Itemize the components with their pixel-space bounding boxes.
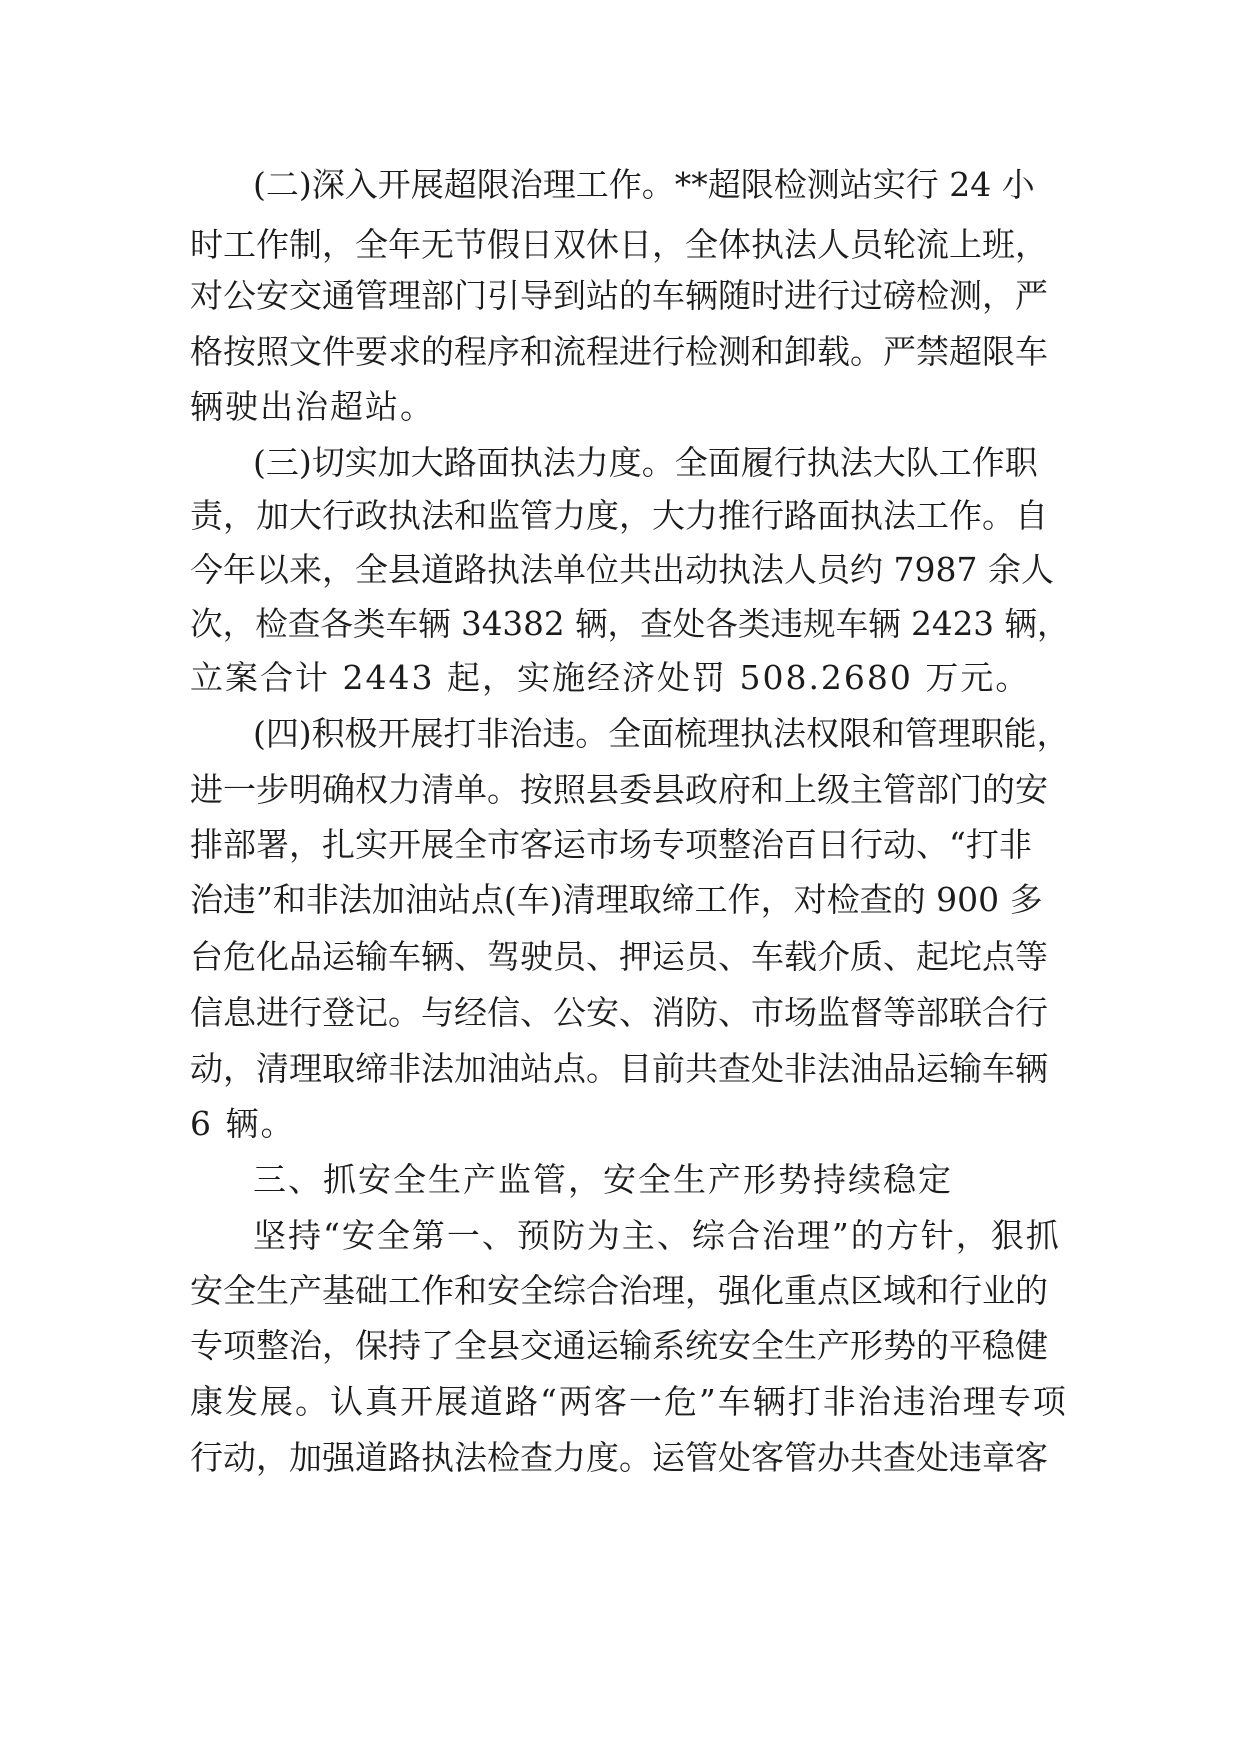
text-line: (四)积极开展打非治违。全面梳理执法权限和管理职能， [253, 714, 1070, 753]
text-line: 康发展。认真开展道路“两客一危”车辆打非治违治理专项 [190, 1382, 1068, 1421]
text-line: 台危化品运输车辆、驾驶员、押运员、车载介质、起坨点等 [190, 937, 1048, 976]
text-line: 坚持“安全第一、预防为主、综合治理”的方针，狠抓 [253, 1216, 1061, 1255]
text-line: 对公安交通管理部门引导到站的车辆随时进行过磅检测，严 [190, 276, 1048, 315]
text-line: 治违”和非法加油站点(车)清理取缔工作，对检查的 900 多 [190, 880, 1043, 919]
text-line: 责，加大行政执法和监管力度，大力推行路面执法工作。自 [190, 496, 1048, 535]
section-heading: 三、抓安全生产监管，安全生产形势持续稳定 [253, 1160, 953, 1199]
text-line: 专项整治，保持了全县交通运输系统安全生产形势的平稳健 [190, 1326, 1048, 1365]
text-line: 时工作制，全年无节假日双休日，全体执法人员轮流上班， [190, 225, 1048, 264]
text-line: 6 辆。 [190, 1104, 296, 1143]
text-line: 动，清理取缔非法加油站点。目前共查处非法油品运输车辆 [190, 1049, 1048, 1088]
text-line: 次，检查各类车辆 34382 辆，查处各类违规车辆 2423 辆， [190, 605, 1070, 643]
text-line: 安全生产基础工作和安全综合治理，强化重点区域和行业的 [190, 1271, 1048, 1310]
text-line: 信息进行登记。与经信、公安、消防、市场监督等部联合行 [190, 993, 1048, 1032]
text-line: (三)切实加大路面执法力度。全面履行执法大队工作职 [253, 443, 1038, 482]
text-line: 格按照文件要求的程序和流程进行检测和卸载。严禁超限车 [190, 332, 1048, 371]
text-line: 进一步明确权力清单。按照县委县政府和上级主管部门的安 [190, 770, 1048, 809]
text-line: 今年以来，全县道路执法单位共出动执法人员约 7987 余人 [190, 550, 1054, 589]
text-line: 行动，加强道路执法检查力度。运管处客管办共查处违章客 [190, 1438, 1048, 1477]
text-line: 立案合计 2443 起，实施经济处罚 508.2680 万元。 [190, 658, 1031, 697]
text-line: 辆驶出治超站。 [190, 387, 435, 426]
text-line: 排部署，扎实开展全市客运市场专项整治百日行动、“打非 [190, 825, 1032, 864]
text-line: (二)深入开展超限治理工作。**超限检测站实行 24 小 [253, 165, 1035, 204]
